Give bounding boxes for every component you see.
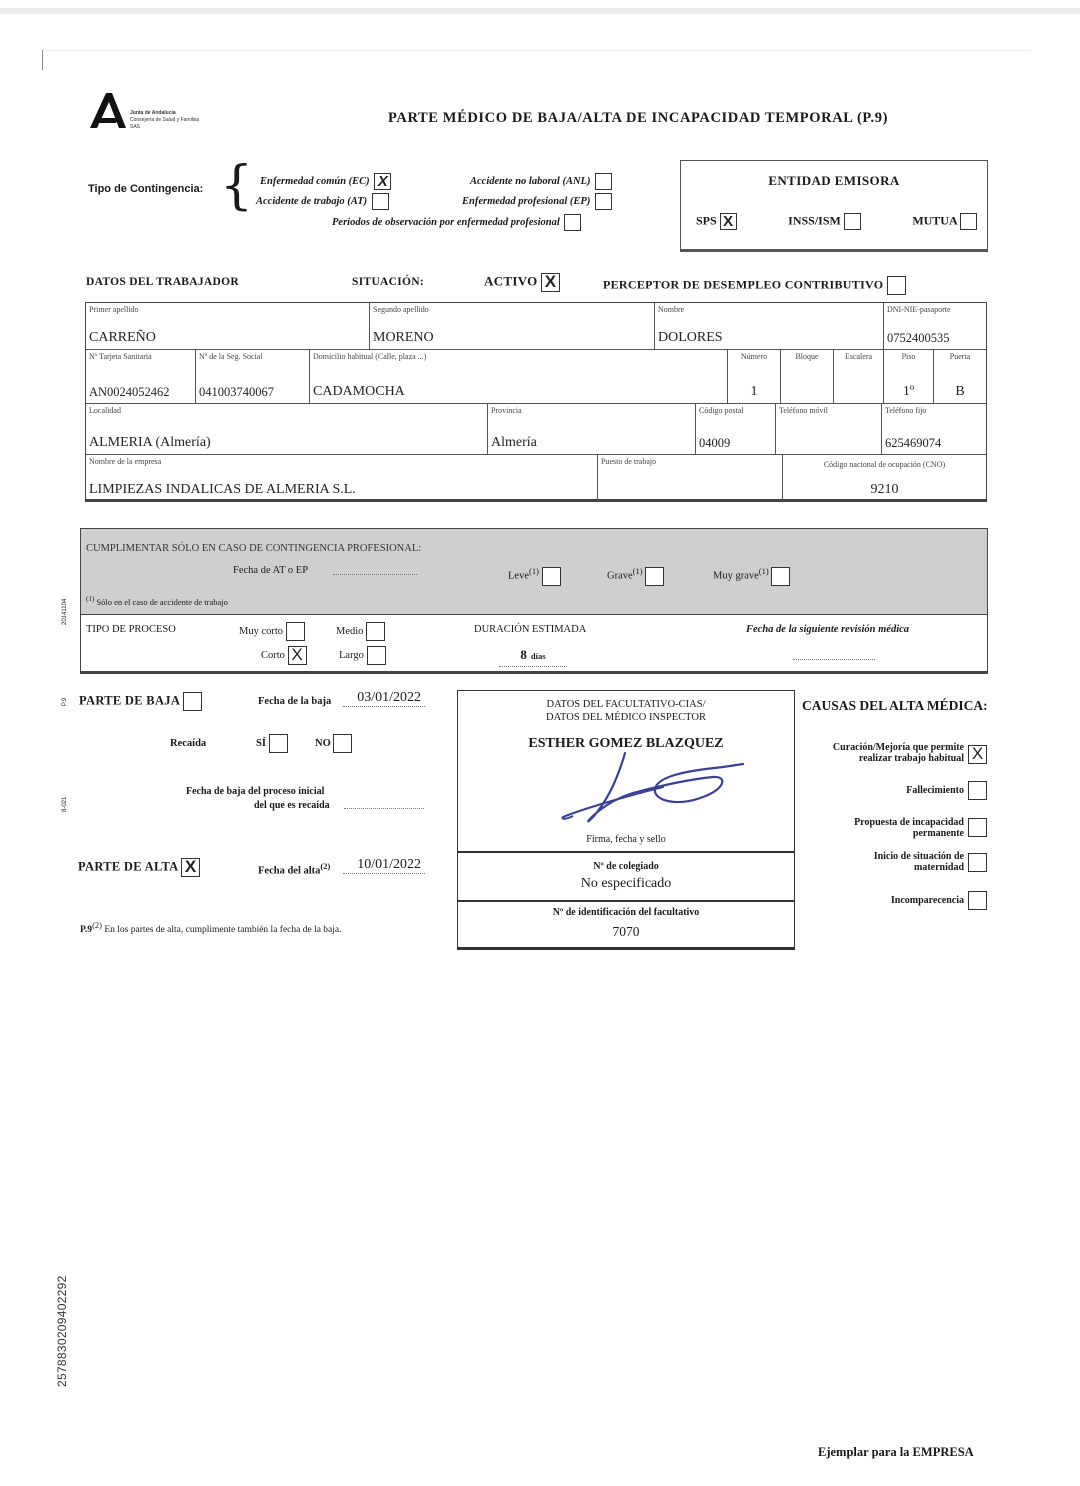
nota-accidente-text: Sólo en el caso de accidente de trabajo — [96, 596, 228, 607]
perceptor — [603, 276, 906, 295]
contingencia-ep-checkbox[interactable] — [595, 193, 612, 210]
empresa-value[interactable]: LIMPIEZAS INDALICAS DE ALMERIA S.L. — [89, 482, 356, 497]
entidad-sps — [696, 213, 737, 230]
muy-corto-checkbox[interactable] — [286, 622, 305, 641]
medio-checkbox[interactable] — [366, 622, 385, 641]
causa-maternidad-line1: Inicio de situación de — [873, 851, 964, 862]
cno-value[interactable]: 9210 — [870, 482, 899, 497]
fecha-alta-sup: (2) — [320, 861, 331, 871]
parte-alta-checkbox[interactable]: X — [181, 858, 200, 877]
top-bar — [0, 0, 1080, 14]
contingencia-profesional-box — [80, 528, 988, 674]
fecha-alta-label-wrap — [258, 861, 330, 877]
ejemplar-label: Ejemplar para la EMPRESA — [818, 1445, 974, 1459]
cno-label: Código nacional de ocupación (CNO) — [823, 460, 946, 469]
causa-fallecimiento-checkbox[interactable] — [968, 781, 987, 800]
activo — [484, 273, 560, 292]
contingencia-observacion-checkbox[interactable] — [564, 214, 581, 231]
muy-grave-sup: (1) — [758, 566, 769, 576]
causa-fallecimiento-line1: Fallecimiento — [906, 785, 964, 796]
entidad-inss-checkbox[interactable] — [844, 213, 861, 230]
nota-alta-sup: (2) — [92, 920, 102, 930]
grave-checkbox[interactable] — [645, 567, 664, 586]
contingencia-observacion-label: Periodos de observación por enfermedad profesional — [332, 216, 560, 228]
causa-fallecimiento — [906, 785, 964, 796]
field-seg-social — [196, 350, 310, 404]
puerta-label: Puerta — [949, 352, 971, 361]
primer-apellido-value[interactable]: CARREÑO — [89, 330, 156, 345]
localidad-value[interactable]: ALMERIA (Almería) — [89, 435, 211, 450]
contingencia-at-checkbox[interactable] — [372, 193, 389, 210]
leve-checkbox[interactable] — [542, 567, 561, 586]
fecha-alta-label: Fecha del alta — [258, 865, 321, 877]
segundo-apellido-value[interactable]: MORENO — [373, 330, 434, 345]
recaida-no — [315, 734, 352, 753]
muy-corto — [239, 622, 305, 641]
contingencia-anl-checkbox[interactable] — [595, 173, 612, 190]
side-code-3: 8-021 — [62, 796, 68, 812]
tipo-proceso-label: TIPO DE PROCESO — [86, 624, 176, 635]
field-segundo-apellido — [370, 303, 655, 350]
field-tarjeta-sanitaria — [86, 350, 196, 404]
piso-label: Piso — [901, 352, 916, 361]
puerta-value[interactable]: B — [955, 384, 965, 399]
fecha-baja-field[interactable] — [343, 690, 425, 707]
muy-corto-label: Muy corto — [239, 625, 284, 637]
signature-icon — [553, 749, 753, 829]
muy-grave-checkbox[interactable] — [771, 567, 790, 586]
field-empresa — [86, 455, 598, 501]
grave-sup: (1) — [632, 566, 643, 576]
field-puesto — [598, 455, 783, 501]
document-title: PARTE MÉDICO DE BAJA/ALTA DE INCAPACIDAD TEMPORAL (P.9) — [388, 110, 889, 126]
field-provincia — [488, 404, 696, 455]
causa-curacion — [833, 742, 964, 764]
field-localidad — [86, 404, 488, 455]
perceptor-checkbox[interactable] — [887, 276, 906, 295]
nota-accidente — [86, 595, 228, 607]
causa-incomparecencia — [891, 895, 964, 906]
entidad-sps-checkbox[interactable]: X — [720, 213, 737, 230]
entidad-inss-label: INSS/ISM — [788, 213, 841, 228]
perceptor-label: PERCEPTOR DE DESEMPLEO CONTRIBUTIVO — [603, 277, 884, 292]
field-puerta — [934, 350, 986, 404]
proceso-inicial-label2: del que es recaída — [254, 800, 330, 811]
seg-social-value[interactable]: 041003740067 — [199, 385, 274, 399]
contingencia-profesional-heading: CUMPLIMENTAR SÓLO EN CASO DE CONTINGENCIA PROFESIONAL: — [86, 543, 422, 554]
parte-baja-checkbox[interactable] — [183, 692, 202, 711]
datos-trabajador-label: DATOS DEL TRABAJADOR — [86, 276, 239, 288]
contingencia-at — [256, 193, 389, 210]
situacion-label: SITUACIÓN: — [352, 276, 425, 288]
recaida-si-label: SÍ — [256, 737, 266, 749]
duracion-estimada-field[interactable] — [499, 646, 567, 667]
recaida-si — [256, 734, 288, 753]
field-primer-apellido — [86, 303, 370, 350]
revision-label: Fecha de la siguiente revisión médica — [746, 624, 910, 635]
entidad-mutua — [912, 213, 977, 230]
contingencia-anl-label: Accidente no laboral (ANL) — [470, 175, 591, 187]
entidad-mutua-checkbox[interactable] — [960, 213, 977, 230]
recaida-si-checkbox[interactable] — [269, 734, 288, 753]
nombre-value[interactable]: DOLORES — [658, 330, 723, 345]
contingencia-label: Tipo de Contingencia: — [88, 183, 204, 195]
empresa-label: Nombre de la empresa — [89, 457, 162, 466]
fecha-baja-label: Fecha de la baja — [258, 696, 332, 707]
contingencia-ec-checkbox[interactable]: X — [374, 173, 391, 190]
codigo-postal-label: Código postal — [699, 406, 744, 415]
tarjeta-value[interactable]: AN0024052462 — [89, 385, 170, 399]
seg-social-label: Nº de la Seg. Social — [199, 352, 263, 361]
causa-curacion-line1: Curación/Mejoría que permite — [832, 742, 964, 753]
muy-grave — [713, 566, 790, 586]
contingencia-ec — [260, 173, 391, 190]
colegiado-label: Nº de colegiado — [593, 861, 659, 872]
fecha-alta-value: 10/01/2022 — [357, 857, 421, 872]
facultativo-heading2: DATOS DEL MÉDICO INSPECTOR — [546, 712, 706, 723]
id-facultativo-value: 7070 — [612, 924, 640, 939]
segundo-apellido-label: Segundo apellido — [373, 305, 429, 314]
largo-label: Largo — [339, 649, 364, 661]
barcode-number: 2578830209402292 — [55, 1275, 69, 1387]
corto-checkbox[interactable]: X — [288, 646, 307, 665]
contingencia-profesional-grey-area — [81, 529, 987, 615]
causa-curacion-checkbox[interactable]: X — [968, 745, 987, 764]
proceso-inicial-label1: Fecha de baja del proceso inicial — [186, 786, 325, 797]
colegiado-value: No especificado — [580, 876, 672, 891]
provincia-label: Provincia — [491, 406, 522, 415]
telefono-fijo-label: Teléfono fijo — [885, 406, 927, 415]
medio — [336, 622, 385, 641]
causa-maternidad-line2: maternidad — [914, 862, 964, 873]
side-code-1: 20141104 — [62, 598, 68, 625]
field-codigo-postal — [696, 404, 776, 455]
duracion-estimada-label: DURACIÓN ESTIMADA — [474, 624, 587, 635]
leve-label: Leve — [508, 570, 529, 582]
causas-alta-title: CAUSAS DEL ALTA MÉDICA: — [802, 698, 988, 713]
page-edge-mark — [42, 50, 43, 70]
divider — [458, 900, 794, 902]
tarjeta-label: Nº Tarjeta Sanitaria — [89, 352, 152, 361]
dni-value[interactable]: 0752400535 — [887, 331, 950, 345]
entidad-mutua-label: MUTUA — [912, 213, 957, 228]
piso-value[interactable]: 1º — [902, 384, 915, 399]
leve-sup: (1) — [529, 566, 539, 576]
brace-icon: { — [220, 156, 254, 216]
duracion-estimada-unit: días — [530, 651, 546, 661]
nota-alta-text: En los partes de alta, cumplimente también la fecha de la baja. — [104, 925, 342, 936]
grave — [607, 566, 664, 586]
entidad-emisora-title: ENTIDAD EMISORA — [768, 173, 900, 188]
telefono-movil-label: Teléfono móvil — [779, 406, 828, 415]
contingencia-ep-label: Enfermedad profesional (EP) — [462, 195, 591, 207]
id-facultativo-label: Nº de identificación del facultativo — [552, 907, 700, 918]
corto — [261, 646, 307, 665]
parte-baja — [79, 692, 202, 711]
worker-data-table — [85, 302, 987, 502]
domicilio-label: Domicilio habitual (Calle, plaza ...) — [313, 352, 427, 361]
contingencia-at-label: Accidente de trabajo (AT) — [256, 195, 368, 207]
proceso-inicial-input[interactable] — [344, 808, 424, 809]
causa-incapacidad-checkbox[interactable] — [968, 818, 987, 837]
causa-incomparecencia-checkbox[interactable] — [968, 891, 987, 910]
grave-label: Grave — [607, 570, 633, 582]
bloque-label: Bloque — [795, 352, 819, 361]
largo-checkbox[interactable] — [367, 646, 386, 665]
field-bloque — [781, 350, 834, 404]
side-code-2: P.9 — [62, 697, 68, 706]
firma-label: Firma, fecha y sello — [586, 834, 666, 845]
junta-andalucia-logo-icon — [88, 90, 128, 130]
logo-org: Junta de Andalucía — [130, 110, 176, 116]
logo-code: SAS — [130, 124, 141, 130]
parte-baja-label: PARTE DE BAJA — [79, 693, 180, 708]
numero-value[interactable]: 1 — [750, 384, 758, 399]
contingencia-ec-label: Enfermedad común (EC) — [260, 175, 370, 187]
recaida-label: Recaída — [170, 738, 207, 749]
divider — [458, 851, 794, 853]
activo-checkbox[interactable]: X — [541, 273, 560, 292]
parte-alta — [78, 858, 200, 877]
field-telefono-movil — [776, 404, 882, 455]
field-escalera — [834, 350, 884, 404]
duracion-estimada-value: 8 — [520, 647, 527, 662]
activo-label: ACTIVO — [484, 273, 538, 289]
causa-incapacidad — [854, 817, 964, 839]
recaida-no-label: NO — [315, 737, 331, 749]
causa-incapacidad-line1: Propuesta de incapacidad — [854, 817, 964, 828]
page-edge — [42, 50, 1030, 51]
telefono-fijo-value[interactable]: 625469074 — [885, 436, 942, 450]
corto-label: Corto — [261, 649, 285, 661]
recaida-no-checkbox[interactable] — [333, 734, 352, 753]
muy-grave-label: Muy grave — [713, 570, 759, 582]
field-cno — [783, 455, 986, 501]
numero-label: Número — [740, 352, 768, 361]
fecha-at-ep-input[interactable] — [333, 574, 417, 575]
contingencia-ep — [462, 193, 612, 210]
nota-sup: (1) — [86, 595, 95, 603]
entidad-sps-label: SPS — [696, 213, 717, 228]
facultativo-heading1: DATOS DEL FACULTATIVO-CIAS/ — [546, 699, 706, 710]
logo-dept: Consejería de Salud y Familias — [130, 117, 200, 123]
medio-label: Medio — [336, 625, 364, 637]
field-nombre — [655, 303, 884, 350]
facultativo-box — [457, 690, 795, 950]
nombre-label: Nombre — [658, 305, 685, 314]
revision-input[interactable] — [793, 659, 875, 660]
escalera-label: Escalera — [844, 352, 873, 361]
field-domicilio — [310, 350, 728, 404]
largo — [339, 646, 386, 665]
causa-incomparecencia-line1: Incomparecencia — [890, 895, 964, 906]
field-piso — [884, 350, 934, 404]
puesto-label: Puesto de trabajo — [601, 457, 657, 466]
parte-alta-label: PARTE DE ALTA — [78, 859, 178, 874]
leve — [508, 566, 561, 586]
facultativo-nombre: ESTHER GOMEZ BLAZQUEZ — [528, 736, 724, 751]
provincia-value[interactable]: Almería — [491, 435, 537, 450]
entidad-inss — [788, 213, 861, 230]
primer-apellido-label: Primer apellido — [89, 305, 139, 314]
codigo-postal-value[interactable]: 04009 — [699, 436, 731, 450]
causa-curacion-line2: realizar trabajo habitual — [858, 753, 964, 764]
contingencia-anl — [470, 173, 612, 190]
fecha-at-ep-label: Fecha de AT o EP — [233, 565, 309, 576]
fecha-baja-value: 03/01/2022 — [357, 690, 421, 705]
logo-text — [130, 110, 199, 131]
causa-maternidad-checkbox[interactable] — [968, 853, 987, 872]
field-telefono-fijo — [882, 404, 986, 455]
fecha-alta-field[interactable] — [343, 857, 425, 874]
field-numero — [728, 350, 781, 404]
dni-label: DNI-NIE-pasaporte — [887, 305, 951, 314]
nota-alta — [80, 920, 342, 935]
localidad-label: Localidad — [89, 406, 121, 415]
causa-incapacidad-line2: permanente — [912, 828, 964, 839]
contingencia-observacion — [332, 214, 581, 231]
domicilio-value[interactable]: CADAMOCHA — [313, 384, 405, 399]
nota-alta-prefix: P.9 — [80, 925, 93, 936]
entidad-emisora-box — [680, 160, 988, 252]
causa-maternidad — [874, 851, 964, 873]
field-dni — [884, 303, 986, 350]
